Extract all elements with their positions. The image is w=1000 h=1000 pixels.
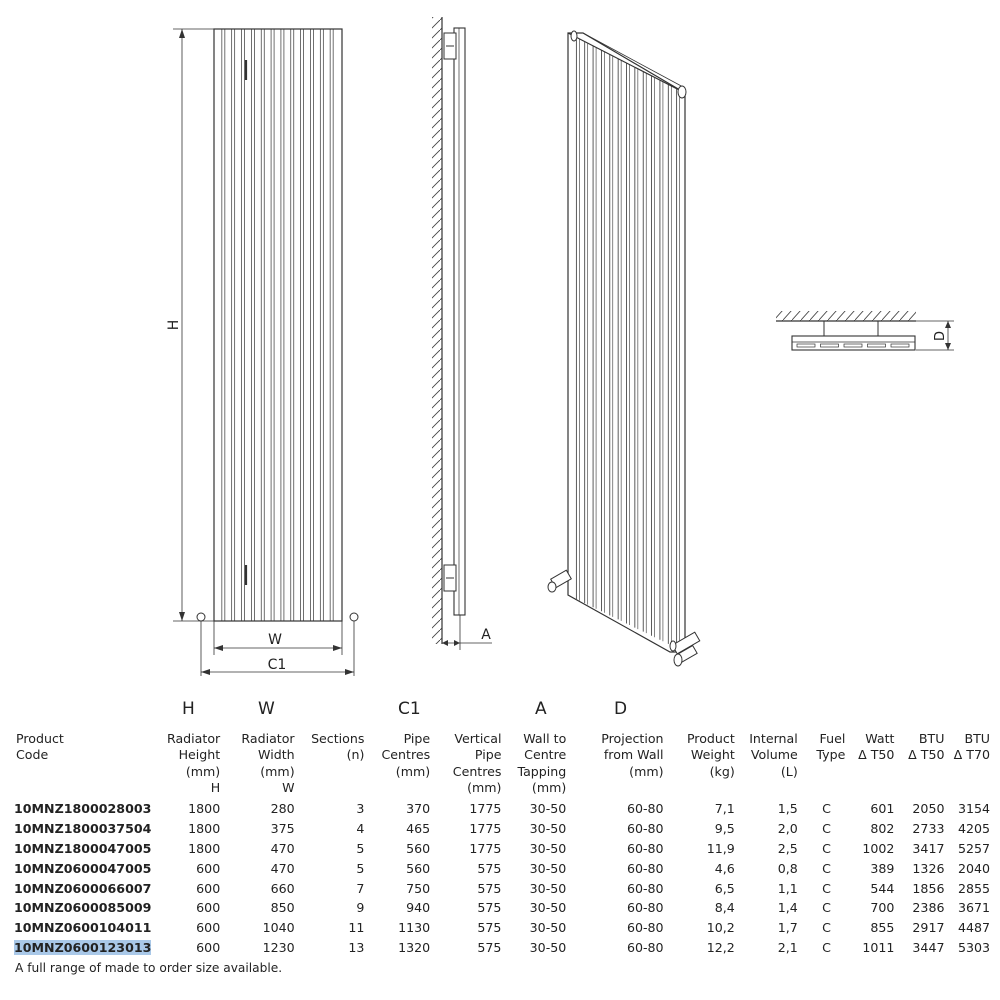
table-cell: 3417 [912,840,945,856]
table-cell: 750 [406,880,431,896]
table-cell: 60-80 [626,880,664,896]
table-cell: 600 [196,940,221,956]
table-cell: 60-80 [626,840,664,856]
column-header [944,731,990,796]
table-cell: 4487 [957,920,990,936]
table-cell: 280 [270,800,295,816]
column-letter-h: H [182,699,195,719]
dimension-label-d: D [933,330,948,342]
table-cell: 370 [406,800,431,816]
column-header-line: Volume [750,747,798,763]
table-cell: 660 [270,880,295,896]
column-header [845,731,894,796]
column-header-line: Δ T70 [953,747,990,763]
column-header-line: Height [178,747,221,763]
product-code: 10MNZ0600066007 [14,880,152,896]
table-cell: 30-50 [529,860,567,876]
table-cell: 465 [406,820,431,836]
table-cell: 2050 [912,800,945,816]
column-header-line: Tapping [517,763,567,779]
table-cell: 7,1 [714,800,735,816]
table-cell: 2855 [957,880,990,896]
table-cell: 3671 [957,900,990,916]
table-cell: 600 [196,900,221,916]
side-view [432,17,492,650]
table-cell: 5257 [957,840,990,856]
table-cell: 10,2 [706,920,735,936]
table-cell: 3154 [957,800,990,816]
front-view-sections [222,29,333,621]
table-cell: 4,6 [714,860,735,876]
table-header-row [14,731,990,796]
table-cell: 575 [477,860,502,876]
column-header-line: Centre [524,747,567,763]
column-header-line: Internal [749,731,798,746]
table-cell: 1,5 [777,800,798,816]
product-code: 10MNZ0600104011 [14,920,152,936]
table-cell: 30-50 [529,820,567,836]
table-cell: 1800 [188,840,221,856]
table-cell: C [822,860,831,876]
product-code-cell [14,819,151,839]
column-header [735,731,798,796]
column-header-line: Product [686,731,735,746]
table-cell: 3447 [912,940,945,956]
column-header [295,731,365,796]
table-cell: 1775 [469,820,502,836]
table-cell: 940 [406,900,431,916]
column-header-line: Sections [311,731,365,746]
table-cell: 375 [270,820,295,836]
column-header-line: (mm) [629,763,664,779]
column-header-line: W [282,779,295,795]
table-cell: 8,4 [714,900,735,916]
table-cell: C [822,920,831,936]
table-cell: 575 [477,940,502,956]
table-cell: 855 [870,920,895,936]
table-cell: 575 [477,900,502,916]
column-header-line: Centres [381,747,431,763]
front-view [173,29,358,676]
column-header-line: Pipe [403,731,431,746]
column-header-line: Vertical [454,731,502,746]
table-cell: 1,1 [777,880,798,896]
table-cell: 30-50 [529,880,567,896]
table-cell: 2733 [912,820,945,836]
product-code-cell [14,859,151,879]
table-cell: 389 [870,860,895,876]
table-cell: C [822,880,831,896]
table-cell: 470 [270,860,295,876]
table-cell: 1,4 [777,900,798,916]
dimension-label-a: A [481,627,491,643]
column-header [14,731,151,796]
column-header-line: BTU [964,731,990,746]
table-cell: 9,5 [714,820,735,836]
table-cell: 5 [356,840,365,856]
table-cell: C [822,820,831,836]
perspective-view [548,31,700,666]
table-cell: C [822,940,831,956]
column-header-line: (L) [780,763,798,779]
table-cell: 11 [348,920,365,936]
column-header-line: Radiator [241,731,295,746]
table-cell: C [822,900,831,916]
table-cell: 575 [477,920,502,936]
product-code-cell [14,938,151,958]
product-code-cell [14,919,151,939]
column-header-line: Product [16,731,64,746]
column-header [664,731,735,796]
column-header [364,731,430,796]
table-cell: 575 [477,880,502,896]
table-cell: 600 [196,860,221,876]
table-cell: 30-50 [529,920,567,936]
table-cell: 1775 [469,840,502,856]
column-header-line: BTU [918,731,945,746]
table-cell: 2040 [957,860,990,876]
plan-view [776,311,954,350]
table-cell: 470 [270,840,295,856]
table-cell: 2,5 [777,840,798,856]
column-header-line: Projection [601,731,664,746]
table-cell: C [822,800,831,816]
table-cell: 600 [196,880,221,896]
product-code: 10MNZ0600047005 [14,860,152,876]
table-cell: 9 [356,900,365,916]
table-cell: 30-50 [529,840,567,856]
product-code-cell [14,796,151,819]
column-header-line: Centres [452,763,502,779]
table-cell: 1800 [188,820,221,836]
column-header [566,731,663,796]
table-cell: 1230 [262,940,295,956]
table-body [14,796,990,958]
column-header-line: H [210,779,221,795]
table-cell: 1775 [469,800,502,816]
table-cell: 6,5 [714,880,735,896]
table-row [14,938,990,958]
column-header-line: (mm) [260,763,295,779]
table-cell: 1856 [912,880,945,896]
table-cell: 1040 [262,920,295,936]
table-cell: 60-80 [626,920,664,936]
table-cell: 13 [348,940,365,956]
column-header-line: Width [258,747,295,763]
column-header-line: (n) [346,747,365,763]
table-cell: 601 [870,800,895,816]
product-code: 10MNZ1800028003 [14,800,152,816]
table-row [14,839,990,859]
column-letter-d: D [614,699,628,719]
table-cell: 5 [356,860,365,876]
product-code: 10MNZ0600085009 [14,900,152,916]
table-cell: 1800 [188,800,221,816]
dimension-label-c1: C1 [267,657,287,673]
table-cell: 4 [356,820,365,836]
table-cell: 560 [406,860,431,876]
table-cell: 60-80 [626,940,664,956]
table-cell: 1130 [398,920,431,936]
table-cell: 802 [870,820,895,836]
table-row [14,859,990,879]
table-row [14,819,990,839]
table-cell: 1002 [862,840,895,856]
table-cell: 30-50 [529,900,567,916]
table-cell: 60-80 [626,900,664,916]
column-header-line: Fuel [819,731,846,746]
table-cell: 850 [270,900,295,916]
column-header-line: Δ T50 [858,747,895,763]
column-header [151,731,220,796]
table-cell: 30-50 [529,940,567,956]
table-cell: 2,0 [777,820,798,836]
table-cell: 560 [406,840,431,856]
column-header-line: (kg) [709,763,735,779]
table-cell: 0,8 [777,860,798,876]
table-cell: 11,9 [706,840,735,856]
table-cell: 1011 [862,940,895,956]
table-cell: 60-80 [626,820,664,836]
column-header-line: Watt [865,731,895,746]
product-code: 10MNZ1800037504 [14,820,152,836]
column-header-line: Weight [690,747,735,763]
column-letter-w: W [258,699,275,719]
footnote: A full range of made to order size available. [15,961,283,975]
column-header [220,731,294,796]
column-header-line: Pipe [474,747,502,763]
column-letter-c1: C1 [398,699,421,719]
column-header-line: from Wall [603,747,664,763]
column-header-line: Type [816,747,846,763]
column-header-line: Δ T50 [908,747,945,763]
specification-table [14,731,990,958]
table-cell: 4205 [957,820,990,836]
column-header [798,731,846,796]
column-header-line: (mm) [395,763,431,779]
column-header-line: Radiator [166,731,221,746]
table-row [14,879,990,899]
table-cell: 600 [196,920,221,936]
column-header [430,731,501,796]
table-cell: C [822,840,831,856]
dimension-label-h: H [166,319,182,331]
table-cell: 3 [356,800,365,816]
table-cell: 60-80 [626,800,664,816]
table-cell: 700 [870,900,895,916]
table-cell: 5303 [957,940,990,956]
product-code-cell [14,839,151,859]
column-header-line: (mm) [531,779,567,795]
table-cell: 1326 [912,860,945,876]
table-row [14,796,990,819]
table-cell: 1,7 [777,920,798,936]
column-header [501,731,566,796]
table-cell: 2,1 [777,940,798,956]
table-cell: 60-80 [626,860,664,876]
table-row [14,919,990,939]
dimension-label-w: W [268,632,282,648]
product-code-cell [14,879,151,899]
column-header-line: (mm) [467,779,502,795]
table-row [14,899,990,919]
product-code[interactable]: 10MNZ0600123013 [14,940,152,956]
column-header-line: (mm) [185,763,221,779]
table-cell: 2386 [912,900,945,916]
table-cell: 2917 [912,920,945,936]
column-header-line: Code [16,747,49,763]
product-code: 10MNZ1800047005 [14,840,152,856]
product-code-cell [14,899,151,919]
column-header [894,731,944,796]
table-cell: 1320 [398,940,431,956]
column-header-line: Wall to [523,731,567,746]
column-letter-a: A [535,699,547,719]
table-cell: 544 [870,880,895,896]
table-cell: 30-50 [529,800,567,816]
table-cell: 7 [356,880,365,896]
table-cell: 12,2 [706,940,735,956]
